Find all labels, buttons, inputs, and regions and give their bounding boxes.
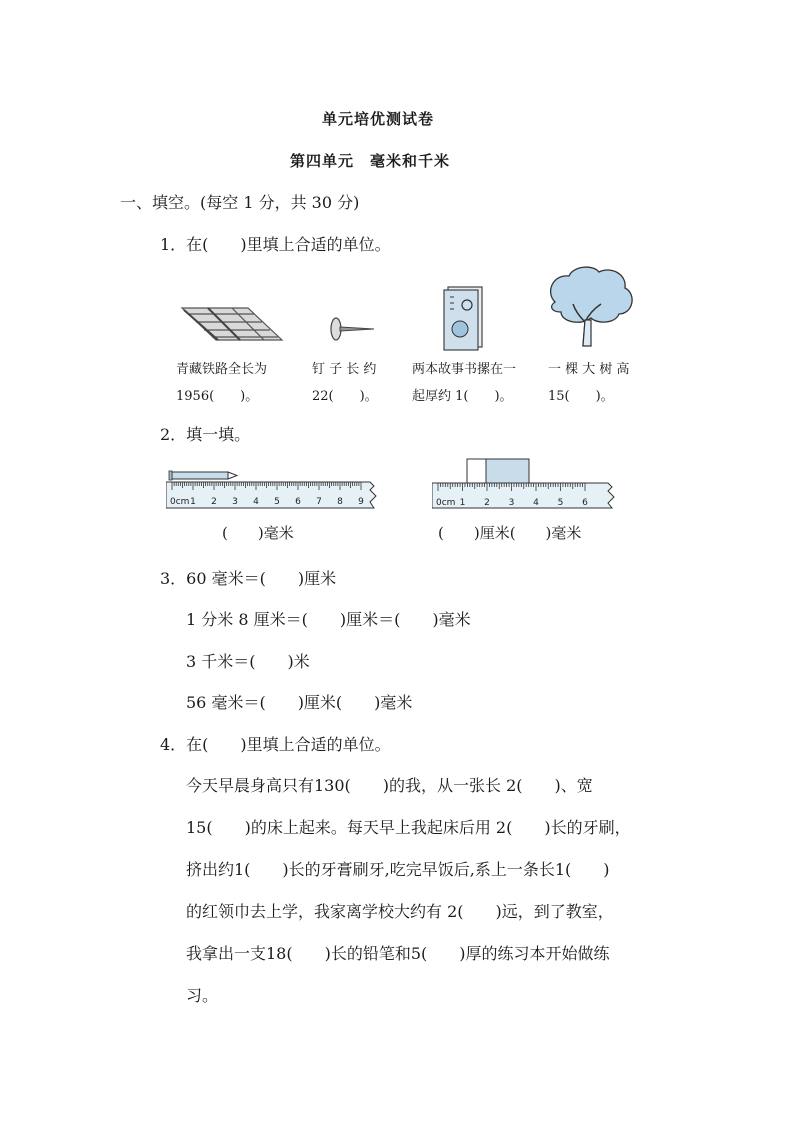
q1-item-4-line1: 一 棵 大 树 高: [548, 362, 630, 377]
ruler-number: 8: [337, 497, 343, 507]
page-title: 单元培优测试卷: [322, 110, 435, 128]
ruler-number: 6: [295, 497, 301, 507]
ruler-number: 6: [582, 498, 588, 508]
railway-icon: [178, 300, 288, 350]
ruler-number: 9: [358, 497, 364, 507]
question-1-prompt: 1．在( )里填上合适的单位。: [160, 235, 391, 254]
ruler-number: 5: [274, 497, 280, 507]
question-3-line-3: 3 千米＝( )米: [186, 652, 310, 671]
q1-item-1-line1: 青藏铁路全长为: [176, 362, 268, 377]
q2-answer-2: ( )厘米( )毫米: [438, 524, 582, 542]
ruler-number: 0cm: [436, 498, 456, 508]
question-3-line-4: 56 毫米＝( )厘米( )毫米: [186, 693, 413, 712]
ruler-number: 0cm: [170, 497, 190, 507]
ruler-number: 3: [232, 497, 238, 507]
q1-item-3-line2: 起厚约 1( )。: [412, 389, 513, 404]
ruler-number: 1: [459, 498, 466, 508]
ruler-number: 2: [211, 497, 217, 507]
ruler-number: 4: [533, 498, 539, 508]
q4-paragraph-line-5: 我拿出一支18( )长的铅笔和5( )厚的练习本开始做练: [186, 944, 610, 963]
question-4-prompt: 4．在( )里填上合适的单位。: [160, 735, 391, 754]
section-heading: 一、填空。(每空 1 分，共 30 分): [120, 193, 360, 212]
question-3-line-2: 1 分米 8 厘米＝( )厘米＝( )毫米: [186, 610, 471, 629]
ruler-number: 3: [508, 498, 515, 508]
ruler-with-eraser: [432, 458, 616, 510]
q4-paragraph-line-3: 挤出约1( )长的牙膏刷牙,吃完早饭后,系上一条长1( ): [186, 860, 610, 879]
page-subtitle: 第四单元 毫米和千米: [290, 152, 451, 170]
q2-answer-1: ( )毫米: [222, 524, 294, 542]
q1-item-3-line1: 两本故事书摞在一: [412, 362, 517, 377]
ruler-number: 2: [484, 498, 490, 508]
q4-paragraph-line-1: 今天早晨身高只有130( )的我，从一张长 2( )、宽: [186, 776, 593, 795]
q1-item-1-line2: 1956( )。: [176, 389, 259, 404]
ruler-number: 1: [190, 497, 196, 507]
ruler-with-pencil: [166, 468, 382, 514]
storybook-icon: [438, 285, 488, 351]
q4-paragraph-line-4: 的红领巾去上学，我家离学校大约有 2( )远，到了教室，: [186, 902, 614, 921]
ruler-number: 7: [316, 497, 322, 507]
ruler-number: 4: [253, 497, 259, 507]
question-3-line-1: 3．60 毫米＝( )厘米: [160, 569, 337, 588]
q1-item-2-line2: 22( )。: [312, 389, 378, 404]
q4-paragraph-line-6: 习。: [186, 986, 219, 1005]
nail-icon: [328, 314, 378, 344]
q1-item-2-line1: 钉 子 长 约: [312, 362, 377, 377]
ruler-number: 5: [557, 498, 564, 508]
q1-item-4-line2: 15( )。: [548, 389, 614, 404]
q4-paragraph-line-2: 15( )的床上起来。每天早上我起床后用 2( )长的牙刷，: [186, 818, 631, 837]
question-2-prompt: 2．填一填。: [160, 425, 251, 444]
tree-icon: [545, 264, 635, 348]
